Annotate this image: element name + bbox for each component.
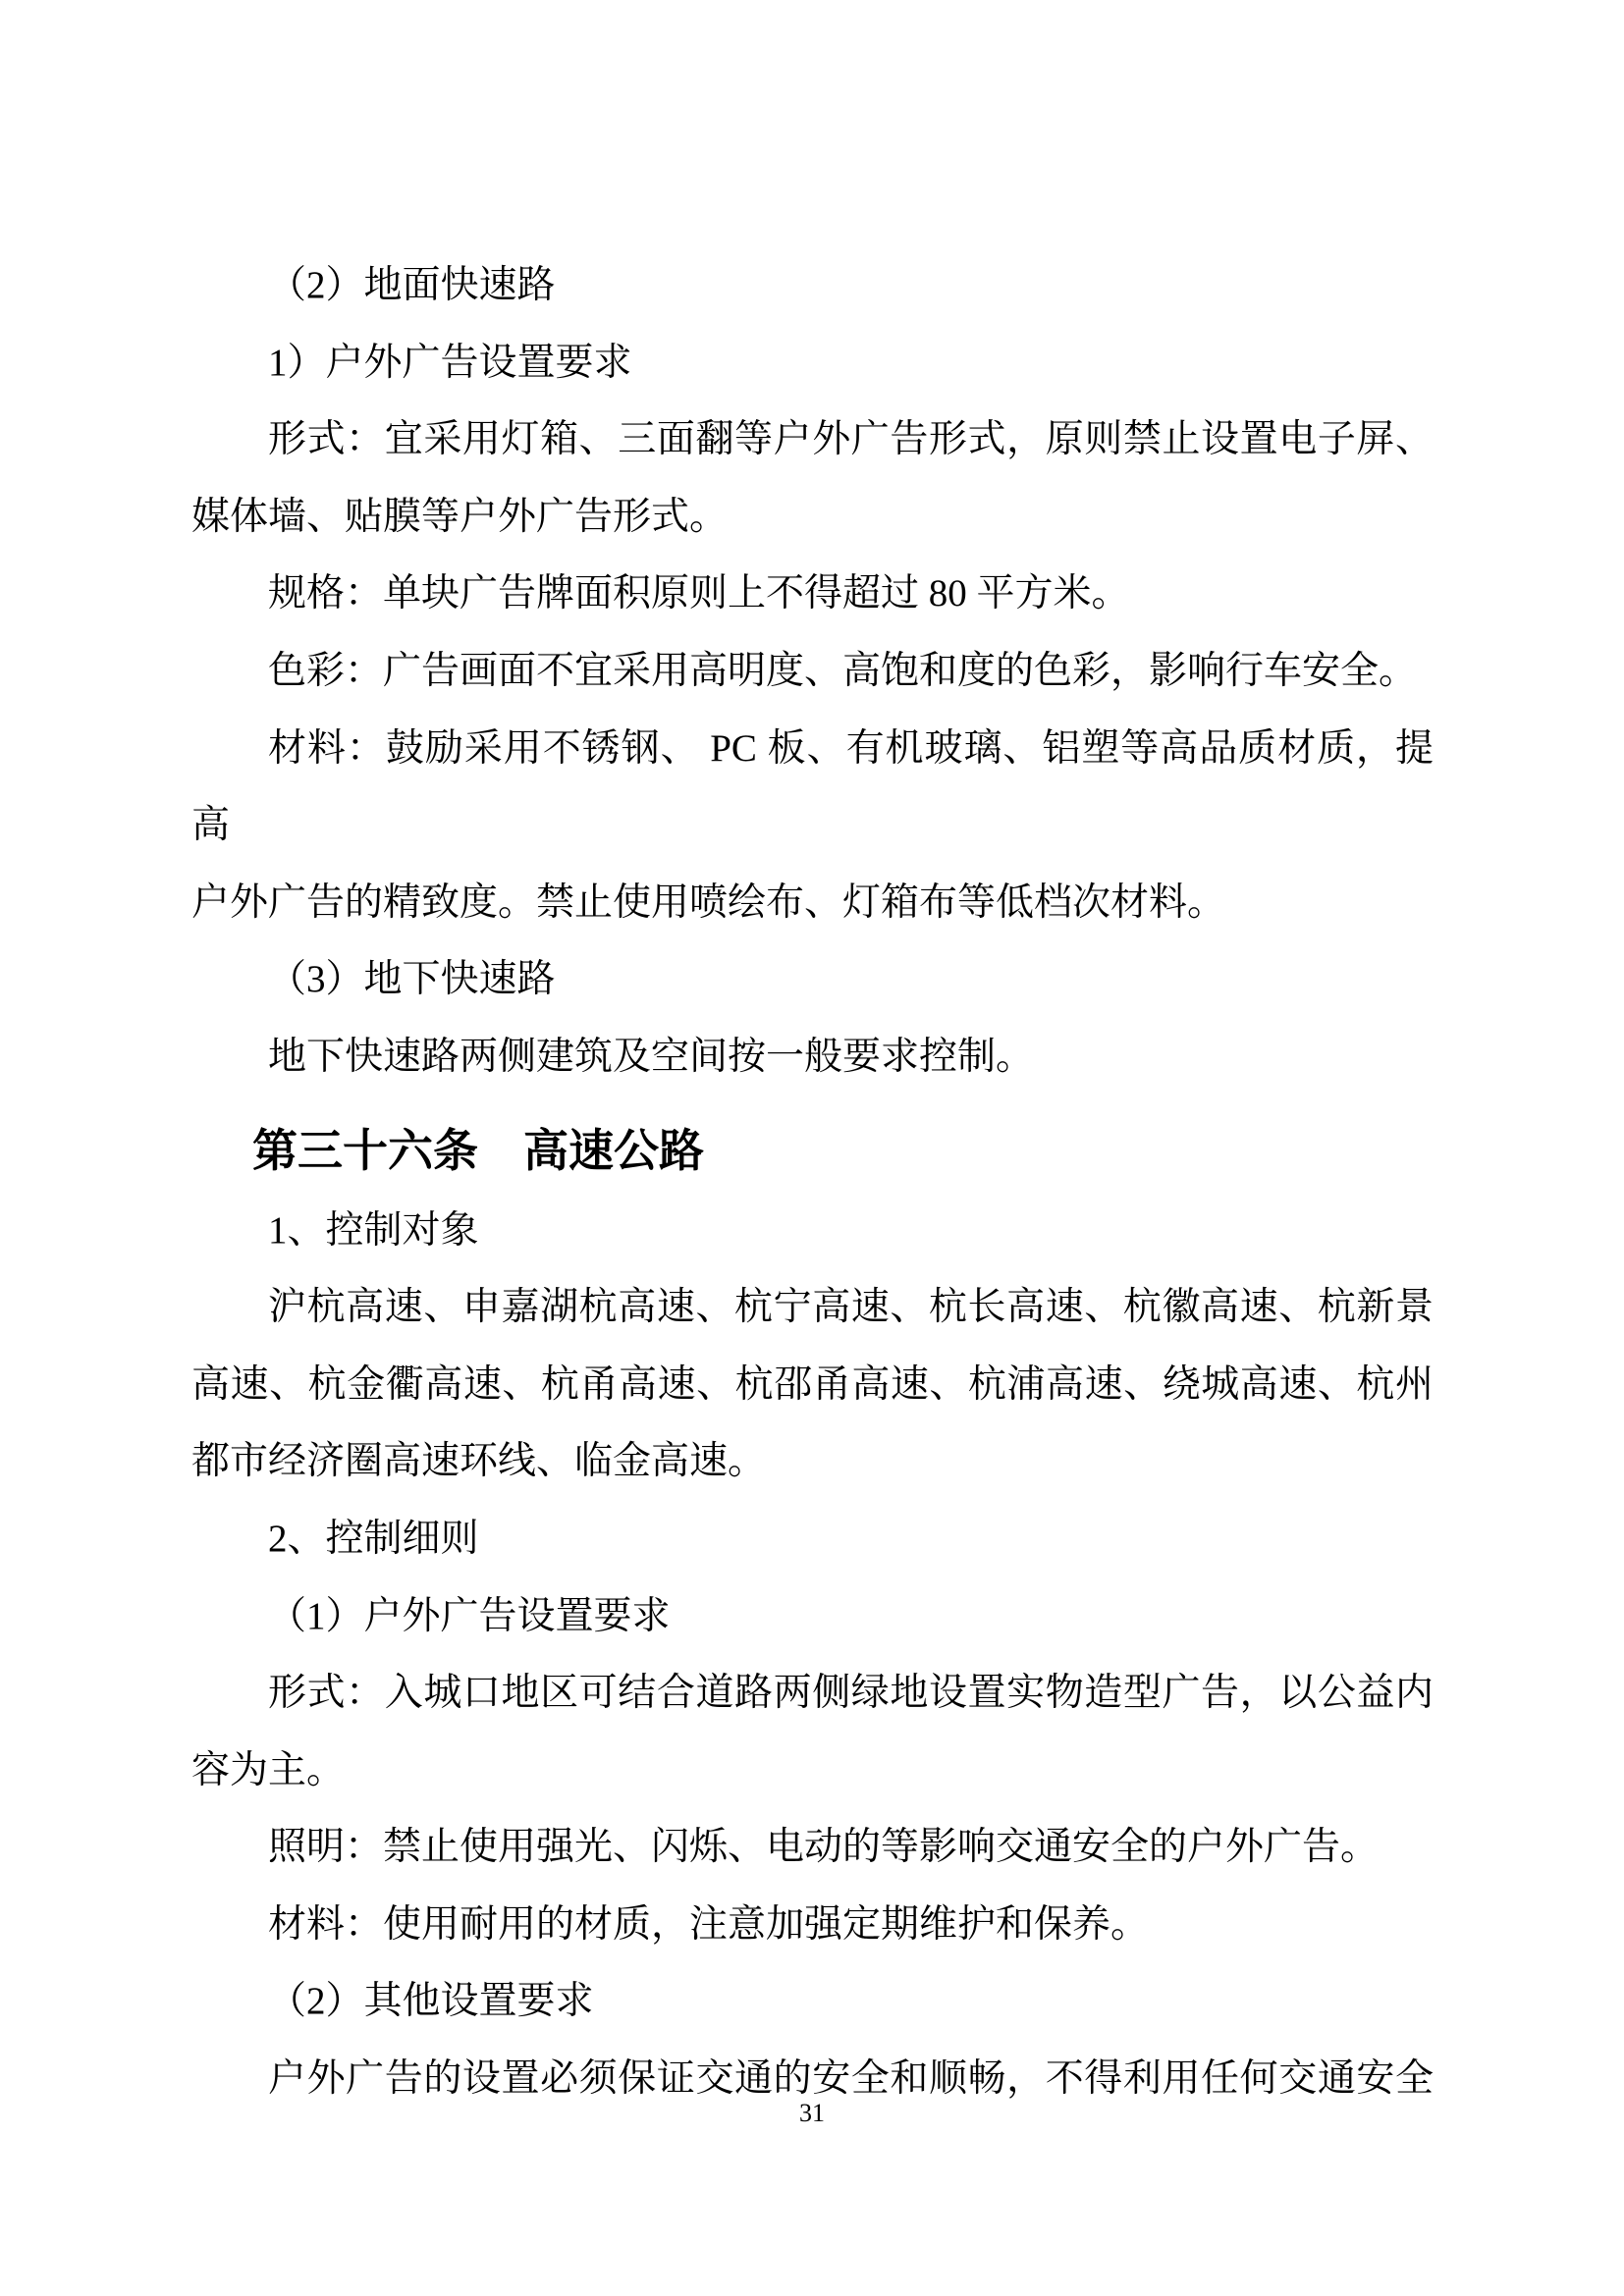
document-body	[191, 247, 1434, 2118]
body-line: 高速、杭金衢高速、杭甬高速、杭邵甬高速、杭浦高速、绕城高速、杭州	[191, 1362, 1434, 1406]
body-line: 媒体墙、贴膜等户外广告形式。	[191, 495, 729, 538]
body-line: （1）户外广告设置要求	[268, 1594, 671, 1637]
body-line: 规格：单块广告牌面积原则上不得超过 80 平方米。	[268, 572, 1130, 615]
body-line: 1）户外广告设置要求	[268, 341, 632, 384]
body-line: 都市经济圈高速环线、临金高速。	[191, 1440, 767, 1483]
body-line: （2）其他设置要求	[268, 1980, 594, 2023]
body-line: 材料：鼓励采用不锈钢、 PC 板、有机玻璃、铝塑等高品质材质，提高	[191, 726, 1434, 847]
body-line: （3）地下快速路	[268, 958, 556, 1001]
body-line: 形式：入城口地区可结合道路两侧绿地设置实物造型广告，以公益内	[268, 1672, 1434, 1715]
body-line: （2）地面快速路	[268, 264, 556, 306]
body-line: 1、控制对象	[268, 1208, 479, 1252]
body-line: 形式：宜采用灯箱、三面翻等户外广告形式，原则禁止设置电子屏、	[268, 418, 1434, 461]
body-line: 材料：使用耐用的材质，注意加强定期维护和保养。	[268, 1902, 1150, 1946]
body-line: 地下快速路两侧建筑及空间按一般要求控制。	[268, 1035, 1035, 1078]
body-line: 沪杭高速、申嘉湖杭高速、杭宁高速、杭长高速、杭徽高速、杭新景	[268, 1286, 1434, 1329]
body-line: 2、控制细则	[268, 1517, 479, 1560]
body-line: 色彩：广告画面不宜采用高明度、高饱和度的色彩，影响行车安全。	[268, 649, 1418, 692]
body-line: 容为主。	[191, 1748, 346, 1791]
body-line: 户外广告的设置必须保证交通的安全和顺畅，不得利用任何交通安全	[268, 2057, 1434, 2101]
body-line: 户外广告的精致度。禁止使用喷绘布、灯箱布等低档次材料。	[191, 881, 1226, 924]
section-heading: 第三十六条 高速公路	[252, 1124, 704, 1176]
body-line: 照明：禁止使用强光、闪烁、电动的等影响交通安全的户外广告。	[268, 1826, 1380, 1869]
page-number: 31	[799, 2099, 825, 2127]
